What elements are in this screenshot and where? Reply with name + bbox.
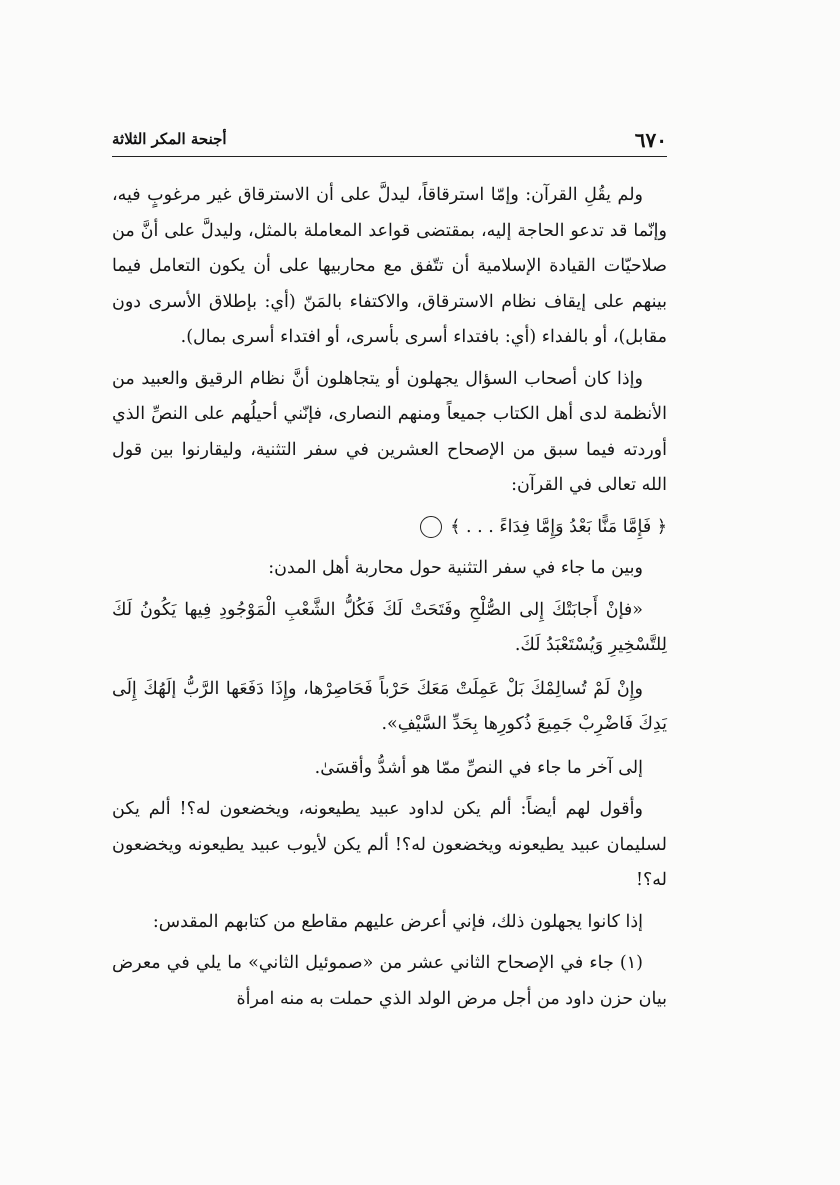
running-title: أجنحة المكر الثلاثة: [112, 130, 227, 148]
page-number: ٦٧٠: [634, 128, 667, 152]
paragraph-9: إذا كانوا يجهلون ذلك، فإني أعرض عليهم مقاطع من كتابهم المقدس:: [152, 911, 643, 932]
quran-verse-text: ﴿ فَإِمَّا مَنًّا بَعْدُ وَإِمَّا فِدَاءً . . . ﴾: [450, 516, 667, 537]
page-body: [112, 178, 667, 1023]
verse-number-ornament-icon: [420, 516, 442, 538]
paragraph-10: (١) جاء في الإصحاح الثاني عشر من «صموئيل الثاني» ما يلي في معرض بيان حزن داود من أجل مرض الولد الذي حملت به منه امرأة: [112, 953, 667, 1009]
header-divider: [112, 156, 667, 157]
paragraph-7: إلى آخر ما جاء في النصِّ ممّا هو أشدُّ وأقسَىٰ.: [314, 757, 643, 778]
page-header: [112, 126, 667, 156]
paragraph-1: ولم يقُلِ القرآن: وإمّا استرقاقاً، ليدلَّ على أن الاسترقاق غير مرغوبٍ فيه، وإنّما قد تدعو الحاجة إليه، بمقتضى قواعد المعاملة بالمثل، وليدلَّ على أنَّ من صلاحيّات القيادة الإسلامية أن تتّفق مع محاربيها على أن يكون التعامل فيما بينهم على إيقاف نظام الاسترقاق، والاكتفاء بالمَنّ (أي: بإطلاق الأسرى دون مقابل)، أو بالفداء (أي: بافتداء أسرى بأسرى، أو افتداء أسرى بمال).: [112, 185, 667, 347]
quote-deuteronomy-1: «فإنْ أَجابَتْكَ إِلى الصُّلْحِ وفَتَحَتْ لَكَ فَكُلُّ الشَّعْبِ الْمَوْجُودِ فِيها يَكُونُ لَكَ لِلتَّسْخِيرِ وَيُسْتَعْبَدُ لَكَ.: [112, 599, 667, 655]
paragraph-8: وأقول لهم أيضاً: ألم يكن لداود عبيد يطيعونه، ويخضعون له؟! ألم يكن لسليمان عبيد يطيعونه ويخضعون له؟! ألم يكن لأيوب عبيد يطيعونه ويخضعون له؟!: [112, 799, 667, 890]
quote-deuteronomy-2: وإِنْ لَمْ تُسالِمْكَ بَلْ عَمِلَتْ مَعَكَ حَرْباً فَحَاصِرْها، وإِذَا دَفَعَها الرَّبُّ إلَهُكَ إِلَى يَدِكَ فَاضْرِبْ جَمِيعَ ذُكورِها بِحَدِّ السَّيْفِ».: [112, 678, 667, 734]
paragraph-2: وإذا كان أصحاب السؤال يجهلون أو يتجاهلون أنَّ نظام الرقيق والعبيد من الأنظمة لدى أهل الكتاب جميعاً ومنهم النصارى، فإنّني أحيلُهم على النصِّ الذي أوردته فيما سبق من الإصحاح العشرين في سفر التثنية، وليقارنوا بين قول الله تعالى في القرآن:: [112, 368, 667, 495]
paragraph-4: وبين ما جاء في سفر التثنية حول محاربة أهل المدن:: [268, 558, 643, 578]
quran-verse: [112, 510, 667, 546]
